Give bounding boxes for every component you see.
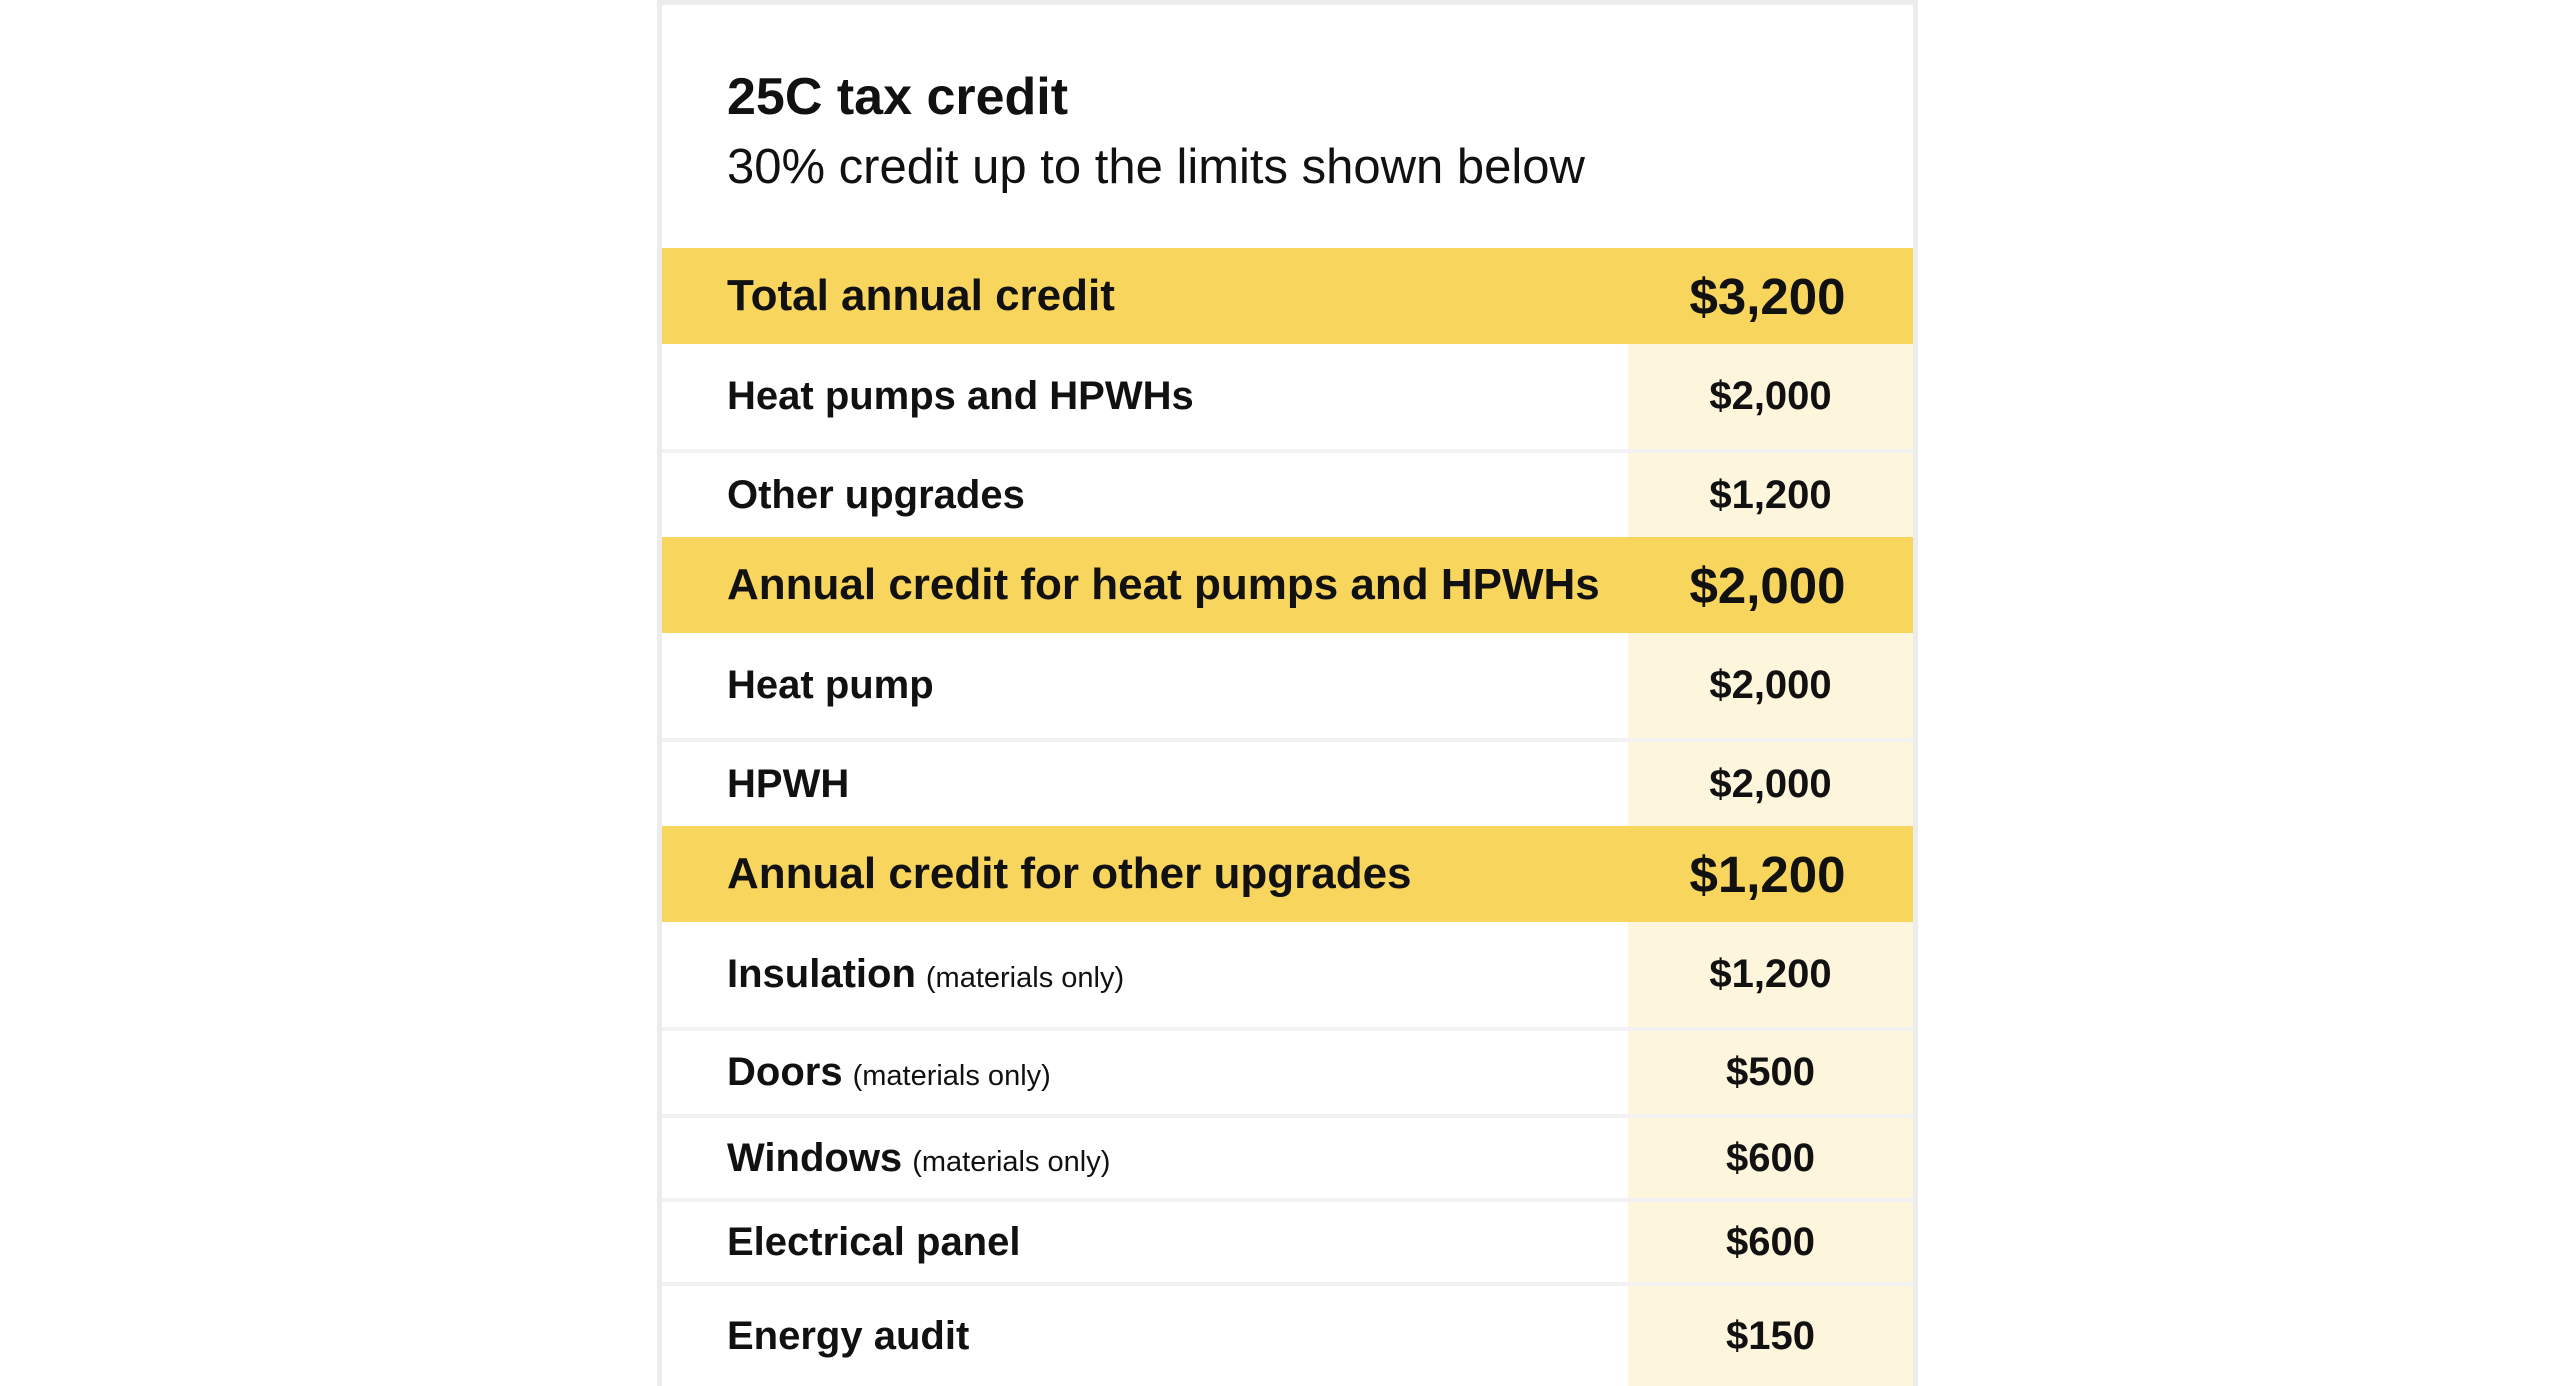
row-label: HPWH (662, 742, 1628, 826)
table-row (662, 1118, 1913, 1202)
section-header-total (662, 248, 1913, 344)
section-label: Annual credit for heat pumps and HPWHs (727, 560, 1600, 609)
row-value: $1,200 (1628, 922, 1913, 1027)
table-row (662, 922, 1913, 1031)
row-value: $150 (1628, 1286, 1913, 1386)
card-subtitle: 30% credit up to the limits shown below (727, 140, 1585, 194)
table-row (662, 453, 1913, 537)
table-row (662, 1031, 1913, 1118)
section-value: $1,200 (1689, 845, 1846, 903)
row-value: $600 (1628, 1202, 1913, 1282)
card-header (662, 5, 1913, 248)
table-row (662, 633, 1913, 742)
tax-credit-card (657, 0, 1918, 1386)
row-note: (materials only) (912, 1145, 1111, 1178)
row-label: Heat pump (662, 633, 1628, 738)
section-value: $3,200 (1689, 267, 1846, 325)
row-label: Energy audit (662, 1286, 1628, 1386)
row-label: Other upgrades (662, 453, 1628, 537)
row-value: $600 (1628, 1118, 1913, 1198)
row-label: Doors (materials only) (662, 1031, 1628, 1114)
row-label: Electrical panel (662, 1202, 1628, 1282)
section-label: Total annual credit (727, 271, 1115, 320)
row-value: $1,200 (1628, 453, 1913, 537)
credit-table (662, 248, 1913, 1386)
section-header-heat-pumps (662, 537, 1913, 633)
row-note: (materials only) (925, 962, 1125, 994)
section-label: Annual credit for other upgrades (727, 849, 1412, 898)
table-row (662, 1202, 1913, 1286)
card-title: 25C tax credit (727, 68, 1069, 126)
section-value: $2,000 (1689, 556, 1846, 614)
row-label: Insulation (materials only) (662, 922, 1628, 1027)
section-header-other-upgrades (662, 826, 1913, 922)
row-value: $2,000 (1628, 344, 1913, 449)
row-note: (materials only) (852, 1060, 1051, 1092)
row-value: $2,000 (1628, 742, 1913, 826)
row-label: Windows (materials only) (662, 1118, 1628, 1198)
row-value: $2,000 (1628, 633, 1913, 738)
table-row (662, 344, 1913, 453)
row-value: $500 (1628, 1031, 1913, 1114)
table-row (662, 1286, 1913, 1386)
row-label: Heat pumps and HPWHs (662, 344, 1628, 449)
table-row (662, 742, 1913, 826)
